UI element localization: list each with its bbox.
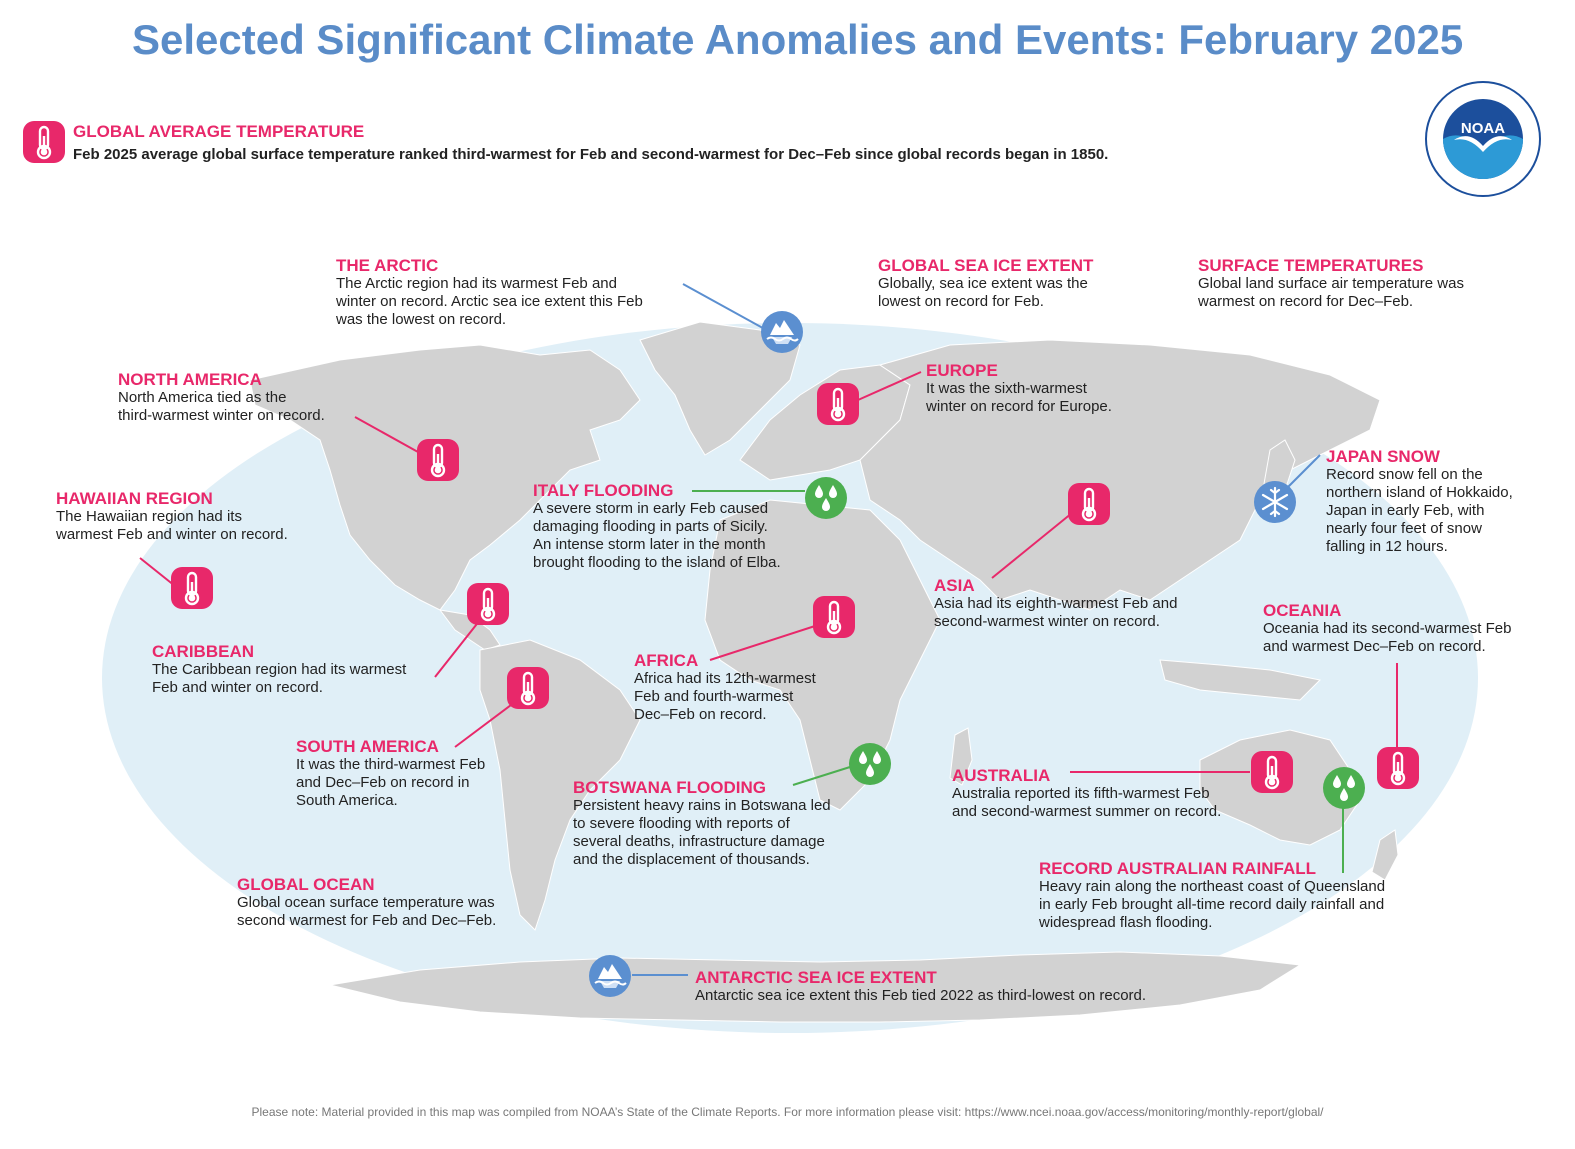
annotation-title: JAPAN SNOW — [1326, 447, 1440, 466]
annotation-title: ITALY FLOODING — [533, 481, 674, 500]
annotation-title: SOUTH AMERICA — [296, 737, 439, 756]
annotation-title: RECORD AUSTRALIAN RAINFALL — [1039, 859, 1317, 878]
annotation-australia — [952, 766, 1221, 821]
thermometer-icon — [416, 438, 460, 482]
sea-ice-icon — [588, 954, 632, 998]
annotation-oceania — [1263, 601, 1511, 656]
annotation-title: CARIBBEAN — [152, 642, 254, 661]
annotation-surface — [1198, 256, 1464, 311]
annotation-title: AUSTRALIA — [952, 766, 1051, 785]
page-title: Selected Significant Climate Anomalies and Events: February 2025 — [132, 16, 1464, 63]
annotation-text: Globally, sea ice extent was the lowest on record for Feb. — [878, 275, 1088, 310]
annotation-text: Persistent heavy rains in Botswana led to severe flooding with reports of several deaths, infrastructure damage and the displacement of thousands. — [573, 797, 831, 868]
annotation-africa — [634, 651, 816, 724]
annotation-title: SURFACE TEMPERATURES — [1198, 256, 1424, 275]
annotation-text: Antarctic sea ice extent this Feb tied 2022 as third-lowest on record. — [695, 987, 1147, 1004]
annotation-text: The Hawaiian region had its warmest Feb and winter on record. — [56, 508, 288, 543]
annotation-north-america — [118, 370, 325, 425]
footer-note: Please note: Material provided in this map was compiled from NOAA’s State of the Climate Reports. For more information please visit: https://www.ncei.noaa.gov/access/monitoring/monthly-report/global/ — [251, 1105, 1324, 1119]
annotation-aus-rain — [1039, 859, 1385, 932]
annotation-europe — [926, 361, 1112, 416]
annotation-title: GLOBAL OCEAN — [237, 875, 375, 894]
thermometer-icon — [1376, 746, 1420, 790]
annotation-botswana — [573, 778, 831, 869]
rain-drops-icon — [804, 476, 848, 520]
thermometer-icon — [1067, 482, 1111, 526]
annotation-title: GLOBAL SEA ICE EXTENT — [878, 256, 1094, 275]
annotation-title: HAWAIIAN REGION — [56, 489, 213, 508]
global-average-heading: GLOBAL AVERAGE TEMPERATURE — [73, 122, 365, 141]
thermometer-icon — [466, 582, 510, 626]
annotation-text: Heavy rain along the northeast coast of Queensland in early Feb brought all-time record daily rainfall and widespread flash flooding. — [1039, 878, 1386, 931]
noaa-logo-text: NOAA — [1460, 120, 1506, 137]
annotation-title: OCEANIA — [1263, 601, 1342, 620]
rain-drops-icon — [848, 742, 892, 786]
annotation-text: Global ocean surface temperature was second warmest for Feb and Dec–Feb. — [237, 894, 497, 929]
annotation-asia — [934, 576, 1177, 631]
annotation-text: Africa had its 12th-warmest Feb and fourth-warmest Dec–Feb on record. — [634, 670, 816, 723]
thermometer-icon — [812, 595, 856, 639]
annotation-title: EUROPE — [926, 361, 998, 380]
annotation-text: Oceania had its second-warmest Feb and warmest Dec–Feb on record. — [1263, 620, 1512, 655]
annotation-global-ocean — [237, 875, 496, 930]
annotation-caribbean — [152, 642, 406, 697]
annotation-title: THE ARCTIC — [336, 256, 439, 275]
annotation-text: Record snow fell on the northern island of Hokkaido, Japan in early Feb, with nearly four feet of snow falling in 12 hours. — [1326, 466, 1513, 555]
thermometer-icon — [816, 382, 860, 426]
annotation-title: NORTH AMERICA — [118, 370, 262, 389]
annotation-title: ASIA — [934, 576, 975, 595]
noaa-logo — [1424, 80, 1542, 198]
annotation-text: The Caribbean region had its warmest Feb and winter on record. — [152, 661, 407, 696]
sea-ice-icon — [760, 310, 804, 354]
annotation-text: It was the third-warmest Feb and Dec–Feb on record in South America. — [296, 756, 486, 809]
annotation-arctic — [336, 256, 643, 329]
annotation-title: ANTARCTIC SEA ICE EXTENT — [695, 968, 937, 987]
annotation-text: North America tied as the third-warmest winter on record. — [118, 389, 325, 424]
annotation-title: BOTSWANA FLOODING — [573, 778, 766, 797]
thermometer-icon — [22, 120, 66, 164]
annotation-text: Asia had its eighth-warmest Feb and second-warmest winter on record. — [934, 595, 1178, 630]
annotation-hawaii — [56, 489, 288, 544]
annotation-antarctic — [695, 968, 1146, 1005]
snowflake-icon — [1253, 480, 1297, 524]
global-average-text: Feb 2025 average global surface temperature ranked third-warmest for Feb and second-warmest for Dec–Feb since global records began in 1850. — [73, 146, 1109, 163]
annotation-text: It was the sixth-warmest winter on record for Europe. — [926, 380, 1112, 415]
thermometer-icon — [506, 666, 550, 710]
thermometer-icon — [170, 566, 214, 610]
annotation-south-america — [296, 737, 485, 810]
annotation-italy — [533, 481, 781, 572]
rain-drops-icon — [1322, 766, 1366, 810]
annotation-text: The Arctic region had its warmest Feb and winter on record. Arctic sea ice extent this Feb was the lowest on record. — [336, 275, 643, 328]
annotation-text: A severe storm in early Feb caused damaging flooding in parts of Sicily. An intense storm later in the month brought flooding to the island of Elba. — [533, 500, 781, 571]
annotation-sea-ice — [878, 256, 1093, 311]
annotation-text: Australia reported its fifth-warmest Feb and second-warmest summer on record. — [952, 785, 1222, 820]
annotation-title: AFRICA — [634, 651, 699, 670]
annotation-text: Global land surface air temperature was warmest on record for Dec–Feb. — [1198, 275, 1464, 310]
annotation-japan — [1326, 447, 1513, 556]
thermometer-icon — [1250, 750, 1294, 794]
